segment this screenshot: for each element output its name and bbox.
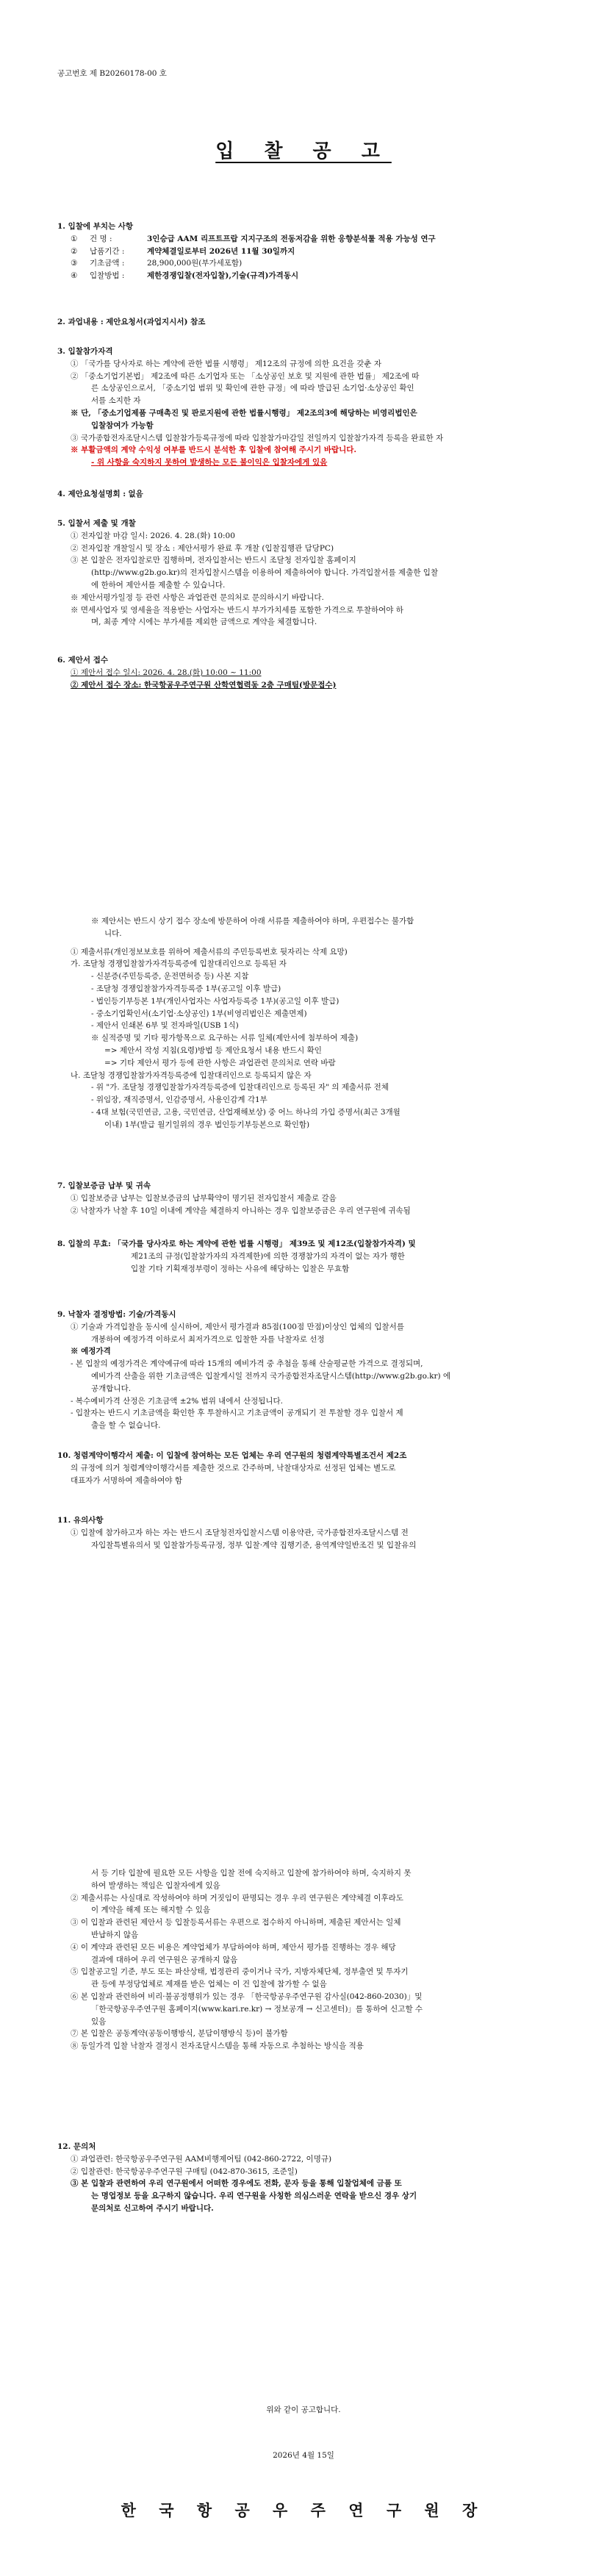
section-briefing bbox=[57, 488, 557, 501]
caution-line: ⑥ 본 입찰과 관련하여 비리·불공정행위가 있는 경우 「한국항공우주연구원 감사실(042-860-2030)」및 bbox=[71, 1992, 423, 2001]
integrity-line: 10. 청렴계약이행각서 제출: 이 입찰에 참여하는 모든 업체는 우리 연구원의 청렴계약특별조건서 제2조 bbox=[57, 1451, 407, 1460]
section-proposal-receipt bbox=[57, 654, 557, 691]
section-heading: 5. 입찰서 제출 및 개찰 bbox=[57, 519, 136, 528]
integrity-line: 대표자가 서명하여 제출하여야 함 bbox=[71, 1475, 183, 1485]
submission-note: ※ 제안서평가일정 등 관련 사항은 과업관련 문의처로 문의하시기 바랍니다. bbox=[71, 593, 324, 602]
award-line: 개봉하여 예정가격 이하로서 최저가격으로 입찰한 자를 낙찰자로 선정 bbox=[91, 1334, 325, 1344]
section-heading: 1. 입찰에 부치는 사항 bbox=[57, 222, 134, 231]
section-contacts bbox=[57, 2141, 557, 2215]
documents-line: - 4대 보험(국민연금, 고용, 국민연금, 산업재해보상) 중 어느 하나의 가입 증명서(최근 3개월 bbox=[91, 1107, 401, 1117]
caution-line: 이 계약을 해제 또는 해지할 수 있음 bbox=[91, 1906, 211, 1915]
contact-warning: 문의처로 신고하여 주시기 바랍니다. bbox=[91, 2203, 214, 2213]
award-line: - 복수예비가격 산정은 기초금액 ±2% 범위 내에서 산정됩니다. bbox=[71, 1396, 283, 1406]
bond-line: ① 입찰보증금 납부는 입찰보증금의 납부확약이 명기된 전자입찰서 제출로 갈음 bbox=[71, 1193, 337, 1203]
submission-note: ※ 면세사업자 및 영세율을 적용받는 사업자는 반드시 부가가치세를 포함한 가격으로 투찰하여야 하 bbox=[71, 605, 403, 615]
submission-note: 며, 최종 계약 시에는 부가세를 제외한 금액으로 계약을 체결합니다. bbox=[91, 618, 317, 627]
caution-line: ⑦ 본 입찰은 공동계약(공동이행방식, 분담이행방식 등)이 불가함 bbox=[71, 2029, 288, 2039]
documents-line: => 기타 제안서 평가 등에 관한 사항은 과업관련 문의처로 연락 바람 bbox=[104, 1058, 336, 1067]
documents-line: - 법인등기부등본 1부(개인사업자는 사업자등록증 1부)(공고일 이후 발급) bbox=[91, 996, 340, 1006]
caution-line: ② 제출서류는 사실대로 작성하여야 하며 거짓임이 판명되는 경우 우리 연구원은 계약체결 이후라도 bbox=[71, 1893, 403, 1903]
page-title: 입 찰 공 고 bbox=[215, 140, 392, 162]
integrity-line: 의 규정에 의거 청렴계약이행각서를 제출한 것으로 간주하며, 낙찰대상자로 선정된 업체는 별도로 bbox=[71, 1463, 396, 1473]
caution-line: 있음 bbox=[91, 2017, 107, 2026]
caution-line: ④ 이 계약과 관련된 모든 비용은 계약업체가 부담하여야 하며, 제안서 평가를 진행하는 경우 해당 bbox=[71, 1942, 396, 1952]
item-label: 기초금액 : bbox=[90, 259, 125, 268]
receipt-line: ② 제안서 접수 장소: 한국항공우주연구원 산학연협력동 2층 구매팀(방문접수) bbox=[71, 680, 337, 690]
section-cautions-continued bbox=[57, 1867, 557, 2053]
item-number: ① bbox=[71, 234, 78, 243]
section-heading: 9. 낙찰자 결정방법: 기술/가격동시 bbox=[57, 1310, 176, 1319]
documents-note: ※ 제안서는 반드시 상기 접수 장소에 방문하여 아래 서류를 제출하여야 하며, 우편접수는 불가합 bbox=[91, 917, 414, 926]
bond-line: ② 낙찰자가 낙찰 후 10일 이내에 계약을 체결하지 아니하는 경우 입찰보증금은 우리 연구원에 귀속됨 bbox=[71, 1206, 411, 1215]
caution-line: 서 등 기타 입찰에 필요한 모든 사항을 입찰 전에 숙지하고 입찰에 참가하여야 하며, 숙지하지 못 bbox=[91, 1869, 412, 1878]
documents-line: ① 제출서류(개인정보보호를 위하여 제출서류의 주민등록번호 뒷자리는 삭제 요망) bbox=[71, 947, 348, 956]
documents-line: - 신분증(주민등록증, 운전면허증 등) 사본 지참 bbox=[91, 972, 249, 981]
section-integrity-pledge bbox=[57, 1450, 557, 1486]
section-heading: 4. 제안요청설명회 : bbox=[57, 490, 126, 498]
caution-line: 자입찰특별유의서 및 입찰참가등록규정, 정부 입찰·계약 집행기준, 용역계약일반조건 및 입찰유의 bbox=[91, 1540, 417, 1550]
award-line: 예비가격 산출을 위한 기초금액은 입찰게시일 전까지 국가종합전자조달시스템(http://www.g2b.go.kr) 에 bbox=[91, 1371, 451, 1381]
invalid-line: 제21조의 규정(입찰참가자의 자격제한)에 의한 경쟁참가의 자격이 없는 자가 행한 bbox=[131, 1251, 405, 1261]
award-line: ① 기술과 가격입찰을 동시에 실시하여, 제안서 평가결과 85점(100점 만점)이상인 업체의 입찰서를 bbox=[71, 1322, 404, 1331]
invalid-line: 입찰 기타 기획재정부령이 정하는 사유에 해당하는 입찰은 무효함 bbox=[131, 1264, 350, 1273]
caution-line: 하여 발생하는 책임은 입찰자에게 있음 bbox=[91, 1881, 220, 1890]
section-heading: 6. 제안서 접수 bbox=[57, 656, 108, 665]
section-heading: 11. 유의사항 bbox=[57, 1516, 104, 1525]
documents-line: - 제안서 인쇄본 6부 및 전자파일(USB 1식) bbox=[91, 1021, 239, 1031]
documents-line: => 제안서 작성 지침(요령)방법 등 제안요청서 내용 반드시 확인 bbox=[104, 1045, 322, 1055]
section-bid-bond bbox=[57, 1180, 557, 1217]
item-label: 입찰방법 : bbox=[90, 271, 125, 281]
documents-line: - 위 "가. 조달청 경쟁입찰참가자격등록증에 입찰대리인으로 등록된 자" 의 제출서류 전체 bbox=[91, 1083, 389, 1092]
eligibility-note: 입찰참여가 가능함 bbox=[91, 421, 154, 430]
notice-number: 공고번호 제 B20260178-00 호 bbox=[57, 69, 167, 78]
contact-line: ① 과업관련: 한국항공우주연구원 AAM비행제어팀 (042-860-2722, 이명규) bbox=[71, 2154, 332, 2164]
eligibility-note: ※ 단, 「중소기업제품 구매촉진 및 판로지원에 관한 법률시행령」 제2조의3에 해당하는 비영리법인은 bbox=[71, 408, 417, 418]
contact-warning: ③ 본 입찰과 관련하여 우리 연구원에서 어떠한 경우에도 전화, 문자 등을 통해 입찰업체에 금품 또 bbox=[71, 2179, 402, 2189]
award-line: - 입찰자는 반드시 기초금액을 확인한 후 투찰하시고 기초금액이 공개되기 전 투찰할 경우 입찰서 제 bbox=[71, 1409, 403, 1418]
warning-note: - 위 사항을 숙지하지 못하여 발생하는 모든 불이익은 입찰자에게 있음 bbox=[91, 458, 328, 468]
submission-line: ③ 본 입찰은 전자입찰로만 집행하며, 전자입찰서는 반드시 조달청 전자입찰 홈페이지 bbox=[71, 556, 356, 565]
item-value: 3인승급 AAM 리프트프랍 지지구조의 전동저감을 위한 응향분석툴 적용 가능성 연구 bbox=[147, 234, 436, 243]
invalid-line: 8. 입찰의 무효: 「국가를 당사자로 하는 계약에 관한 법률 시행령」 제39조 및 제12조(입찰참가자격) 및 bbox=[57, 1239, 416, 1248]
section-submission bbox=[57, 518, 557, 629]
item-label: 건 명 : bbox=[90, 234, 112, 243]
caution-line: 반납하지 않음 bbox=[91, 1930, 139, 1939]
submission-line: ② 전자입찰 개찰일시 및 장소 : 제안서평가 완료 후 개찰 (입찰집행관 담당PC) bbox=[71, 543, 334, 553]
section-value: 없음 bbox=[128, 490, 143, 498]
item-label: 납품기간 : bbox=[90, 246, 125, 256]
item-value: 28,900,000원(부가세포함) bbox=[147, 259, 243, 268]
eligibility-line: 른 소상공인으로서, 「중소기업 범위 및 확인에 관한 규정」에 따라 발급된 소기업·소상공인 확인 bbox=[91, 384, 414, 393]
section-heading: 7. 입찰보증금 납부 및 귀속 bbox=[57, 1181, 151, 1190]
submission-line: 에 한하여 제안서를 제출할 수 있습니다. bbox=[91, 580, 226, 590]
warning-note: ※ 부활금액의 계약 수익성 여부를 반드시 분석한 후 입찰에 참여해 주시기 바랍니다. bbox=[71, 446, 357, 455]
caution-line: 「한국항공우주연구원 홈페이지(www.kari.re.kr) → 정보공개 → 신고센터)」를 통하여 신고할 수 bbox=[91, 2004, 423, 2014]
award-line: 공개합니다. bbox=[91, 1384, 132, 1393]
item-number: ② bbox=[71, 246, 78, 256]
item-value: 계약체결일로부터 2026년 11월 30일까지 bbox=[147, 246, 295, 256]
receipt-line: ① 제안서 접수 일시: 2026. 4. 28.(화) 10:00 ~ 11:00 bbox=[71, 668, 262, 677]
award-line: 출을 할 수 없습니다. bbox=[91, 1421, 161, 1431]
documents-line: 이내) 1부(발급 월기일위의 경우 법인등기부등본으로 확인함) bbox=[104, 1120, 310, 1129]
closing-date: 2026년 4월 15일 bbox=[273, 2451, 334, 2460]
award-note: ※ 예정가격 bbox=[71, 1347, 111, 1356]
section-heading: 2. 과업내용 : bbox=[57, 318, 104, 326]
caution-line: ① 입찰에 참가하고자 하는 자는 반드시 조달청전자입찰시스템 이용약관, 국가종합전자조달시스템 전 bbox=[71, 1528, 409, 1537]
item-number: ④ bbox=[71, 271, 78, 281]
section-heading: 12. 문의처 bbox=[57, 2142, 96, 2151]
section-submission-documents bbox=[57, 915, 557, 1131]
item-value: 제한경쟁입찰(전자입찰),기술(규격)가격동시 bbox=[147, 271, 299, 281]
issuer-signature: 한 국 항 공 우 주 연 구 원 장 bbox=[121, 2501, 486, 2519]
documents-note: 니다. bbox=[104, 929, 122, 938]
section-bid-items bbox=[57, 221, 557, 282]
eligibility-line: 서를 소지한 자 bbox=[91, 396, 141, 406]
caution-line: ③ 이 입찰과 관련된 제안서 등 입찰등록서류는 우편으로 접수하지 아니하며, 제출된 제안서는 일체 bbox=[71, 1918, 401, 1928]
documents-line: - 위임장, 재직증명서, 인감증명서, 사용인감계 각1부 bbox=[91, 1095, 267, 1105]
contact-warning: 는 명업정보 등을 요구하지 않습니다. 우리 연구원을 사칭한 의심스러운 연락을 받으신 경우 상기 bbox=[91, 2192, 417, 2201]
contact-line: ② 입찰관련: 한국항공우주연구원 구매팀 (042-870-3615, 조준일) bbox=[71, 2167, 298, 2176]
documents-line: 가. 조달청 경쟁입찰참가자격등록증에 입찰대리인으로 등록된 자 bbox=[71, 959, 287, 969]
submission-line: (http://www.g2b.go.kr)의 전자입찰시스템을 이용하여 제출하여야 합니다. 가격입찰서를 제출한 입찰 bbox=[91, 568, 439, 578]
documents-line: 나. 조달청 경쟁입찰참가자격등록증에 입찰대리인으로 등록되지 않은 자 bbox=[71, 1070, 312, 1080]
item-number: ③ bbox=[71, 259, 78, 268]
section-heading: 3. 입찰참가자격 bbox=[57, 347, 113, 356]
submission-line: ① 전자입찰 마감 일시: 2026. 4. 28.(화) 10:00 bbox=[71, 531, 235, 540]
section-invalid-bids bbox=[57, 1238, 557, 1275]
section-value: 제안요청서(과업지시서) 참조 bbox=[106, 318, 206, 326]
section-eligibility bbox=[57, 346, 557, 469]
caution-line: ⑤ 입찰공고일 기준, 부도 또는 파산상태, 법정관리 중이거나 국가, 지방자체단체, 정부출연 및 투자기 bbox=[71, 1967, 409, 1977]
eligibility-line: ③ 국가종합전자조달시스템 입찰참가등록규정에 따라 입찰참가마감일 전일까지 입찰참가자격 등록을 완료한 자 bbox=[71, 433, 444, 443]
eligibility-line: ① 「국가를 당사자로 하는 계약에 관한 법률 시행령」 제12조의 규정에 의한 요건을 갖춘 자 bbox=[71, 359, 381, 368]
documents-line: ※ 실적증명 및 기타 평가항목으로 요구하는 서류 일체(제안서에 첨부하여 제출) bbox=[91, 1034, 359, 1043]
documents-line: - 조달청 경쟁입찰참가자격등록증 1부(공고일 이후 발급) bbox=[91, 984, 281, 993]
caution-line: 관 등에 부정당업체로 제재를 받은 업체는 이 건 입찰에 참가할 수 없음 bbox=[91, 1980, 327, 1989]
caution-line: 결과에 대하여 우리 연구원은 공개하지 않음 bbox=[91, 1955, 238, 1964]
caution-line: ⑧ 동일가격 입찰 낙찰자 결정시 전자조달시스템을 통해 자동으로 추첨하는 방식을 적용 bbox=[71, 2042, 364, 2051]
closing-text: 위와 같이 공고합니다. bbox=[266, 2405, 341, 2414]
section-scope bbox=[57, 316, 557, 329]
award-line: - 본 입찰의 예정가격은 계약예규에 따라 15개의 예비가격 중 추첨을 통해 산술평균한 가격으로 결정되며, bbox=[71, 1359, 423, 1369]
section-cautions bbox=[57, 1514, 557, 1551]
eligibility-line: ② 「중소기업기본법」 제2조에 따른 소기업자 또는 「소상공인 보호 및 지원에 관한 법률」 제2조에 따 bbox=[71, 371, 420, 381]
section-award-method bbox=[57, 1309, 557, 1432]
documents-line: - 중소기업확인서(소기업·소상공인) 1부(비영리법인은 제출면제) bbox=[91, 1009, 307, 1018]
